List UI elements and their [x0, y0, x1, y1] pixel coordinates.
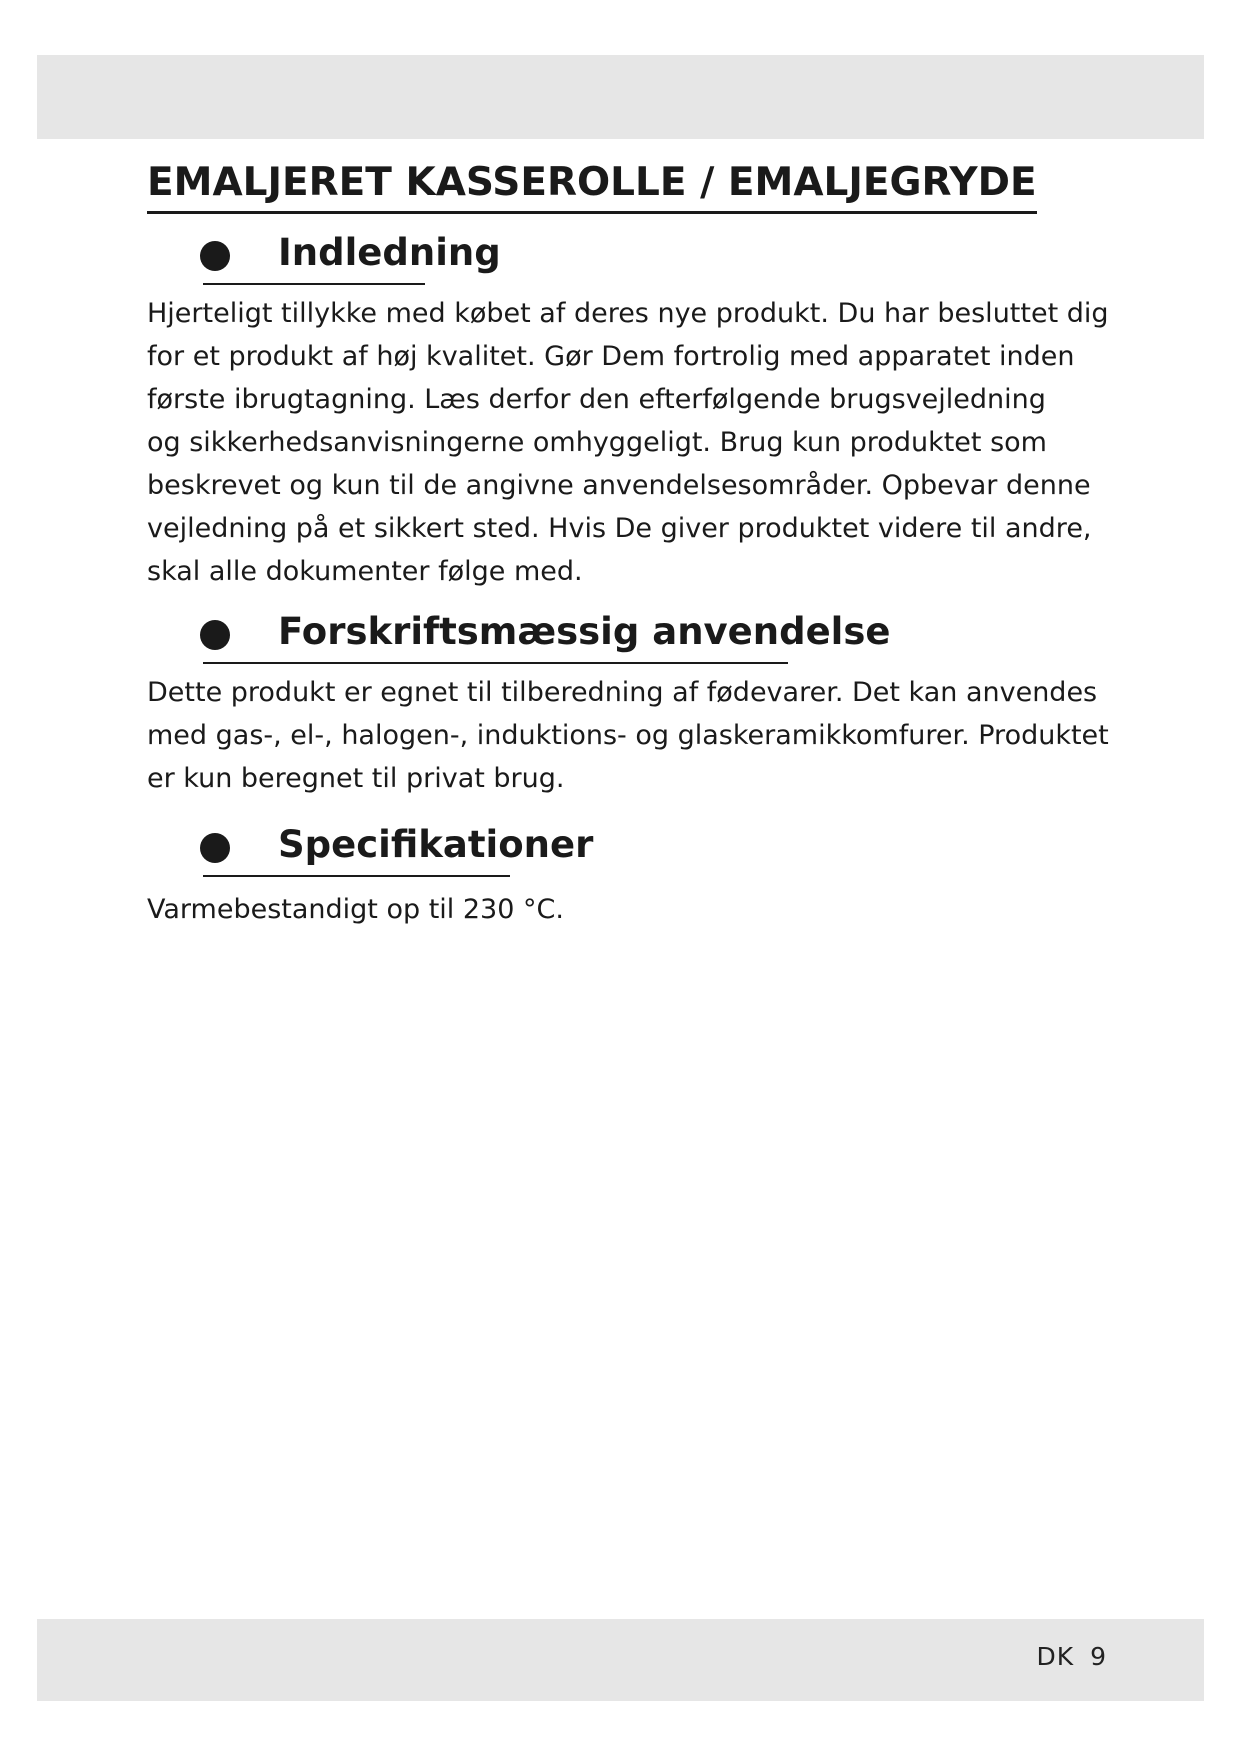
paragraph-line: er kun beregnet til privat brug. — [147, 763, 565, 794]
section-heading-specifikationer — [147, 820, 1087, 878]
paragraph-line: og sikkerhedsanvisningerne omhyggeligt. Brug kun produktet som — [147, 427, 1047, 458]
paragraph-line: for et produkt af høj kvalitet. Gør Dem fortrolig med apparatet inden — [147, 341, 1075, 372]
section-heading-anvendelse — [147, 607, 1087, 665]
page-content — [147, 155, 1109, 931]
paragraph-line: Dette produkt er egnet til tilberedning af fødevarer. Det kan anvendes — [147, 677, 1098, 708]
header-band — [37, 55, 1204, 139]
section-paragraph — [147, 888, 1087, 931]
bullet-icon — [200, 241, 230, 271]
paragraph-line: første ibrugtagning. Læs derfor den efterfølgende brugsvejledning — [147, 384, 1046, 415]
paragraph-line: skal alle dokumenter følge med. — [147, 556, 583, 587]
page-title: EMALJERET KASSEROLLE / EMALJEGRYDE — [147, 155, 1037, 214]
page-number: 9 — [1090, 1642, 1107, 1671]
section-heading-indledning — [147, 228, 1087, 286]
bullet-icon — [200, 620, 230, 650]
section-heading-text: Indledning — [278, 231, 501, 274]
language-code: DK — [1036, 1642, 1075, 1671]
footer-band — [37, 1619, 1204, 1701]
section-heading-text: Specifikationer — [278, 823, 594, 866]
section-paragraph — [147, 292, 1109, 593]
section-heading-text: Forskriftsmæssig anvendelse — [278, 610, 891, 653]
heading-underline — [203, 662, 788, 664]
bullet-icon — [200, 833, 230, 863]
heading-underline — [203, 283, 425, 285]
paragraph-line: vejledning på et sikkert sted. Hvis De giver produktet videre til andre, — [147, 513, 1092, 544]
paragraph-line: Varmebestandigt op til 230 °C. — [147, 894, 564, 925]
section-paragraph — [147, 671, 1109, 800]
paragraph-line: beskrevet og kun til de angivne anvendelsesområder. Opbevar denne — [147, 470, 1091, 501]
paragraph-line: Hjerteligt tillykke med købet af deres nye produkt. Du har besluttet dig — [147, 298, 1109, 329]
heading-underline — [203, 875, 510, 877]
page-footer — [1036, 1642, 1107, 1671]
paragraph-line: med gas-, el-, halogen-, induktions- og glaskeramikkomfurer. Produktet — [147, 720, 1109, 751]
